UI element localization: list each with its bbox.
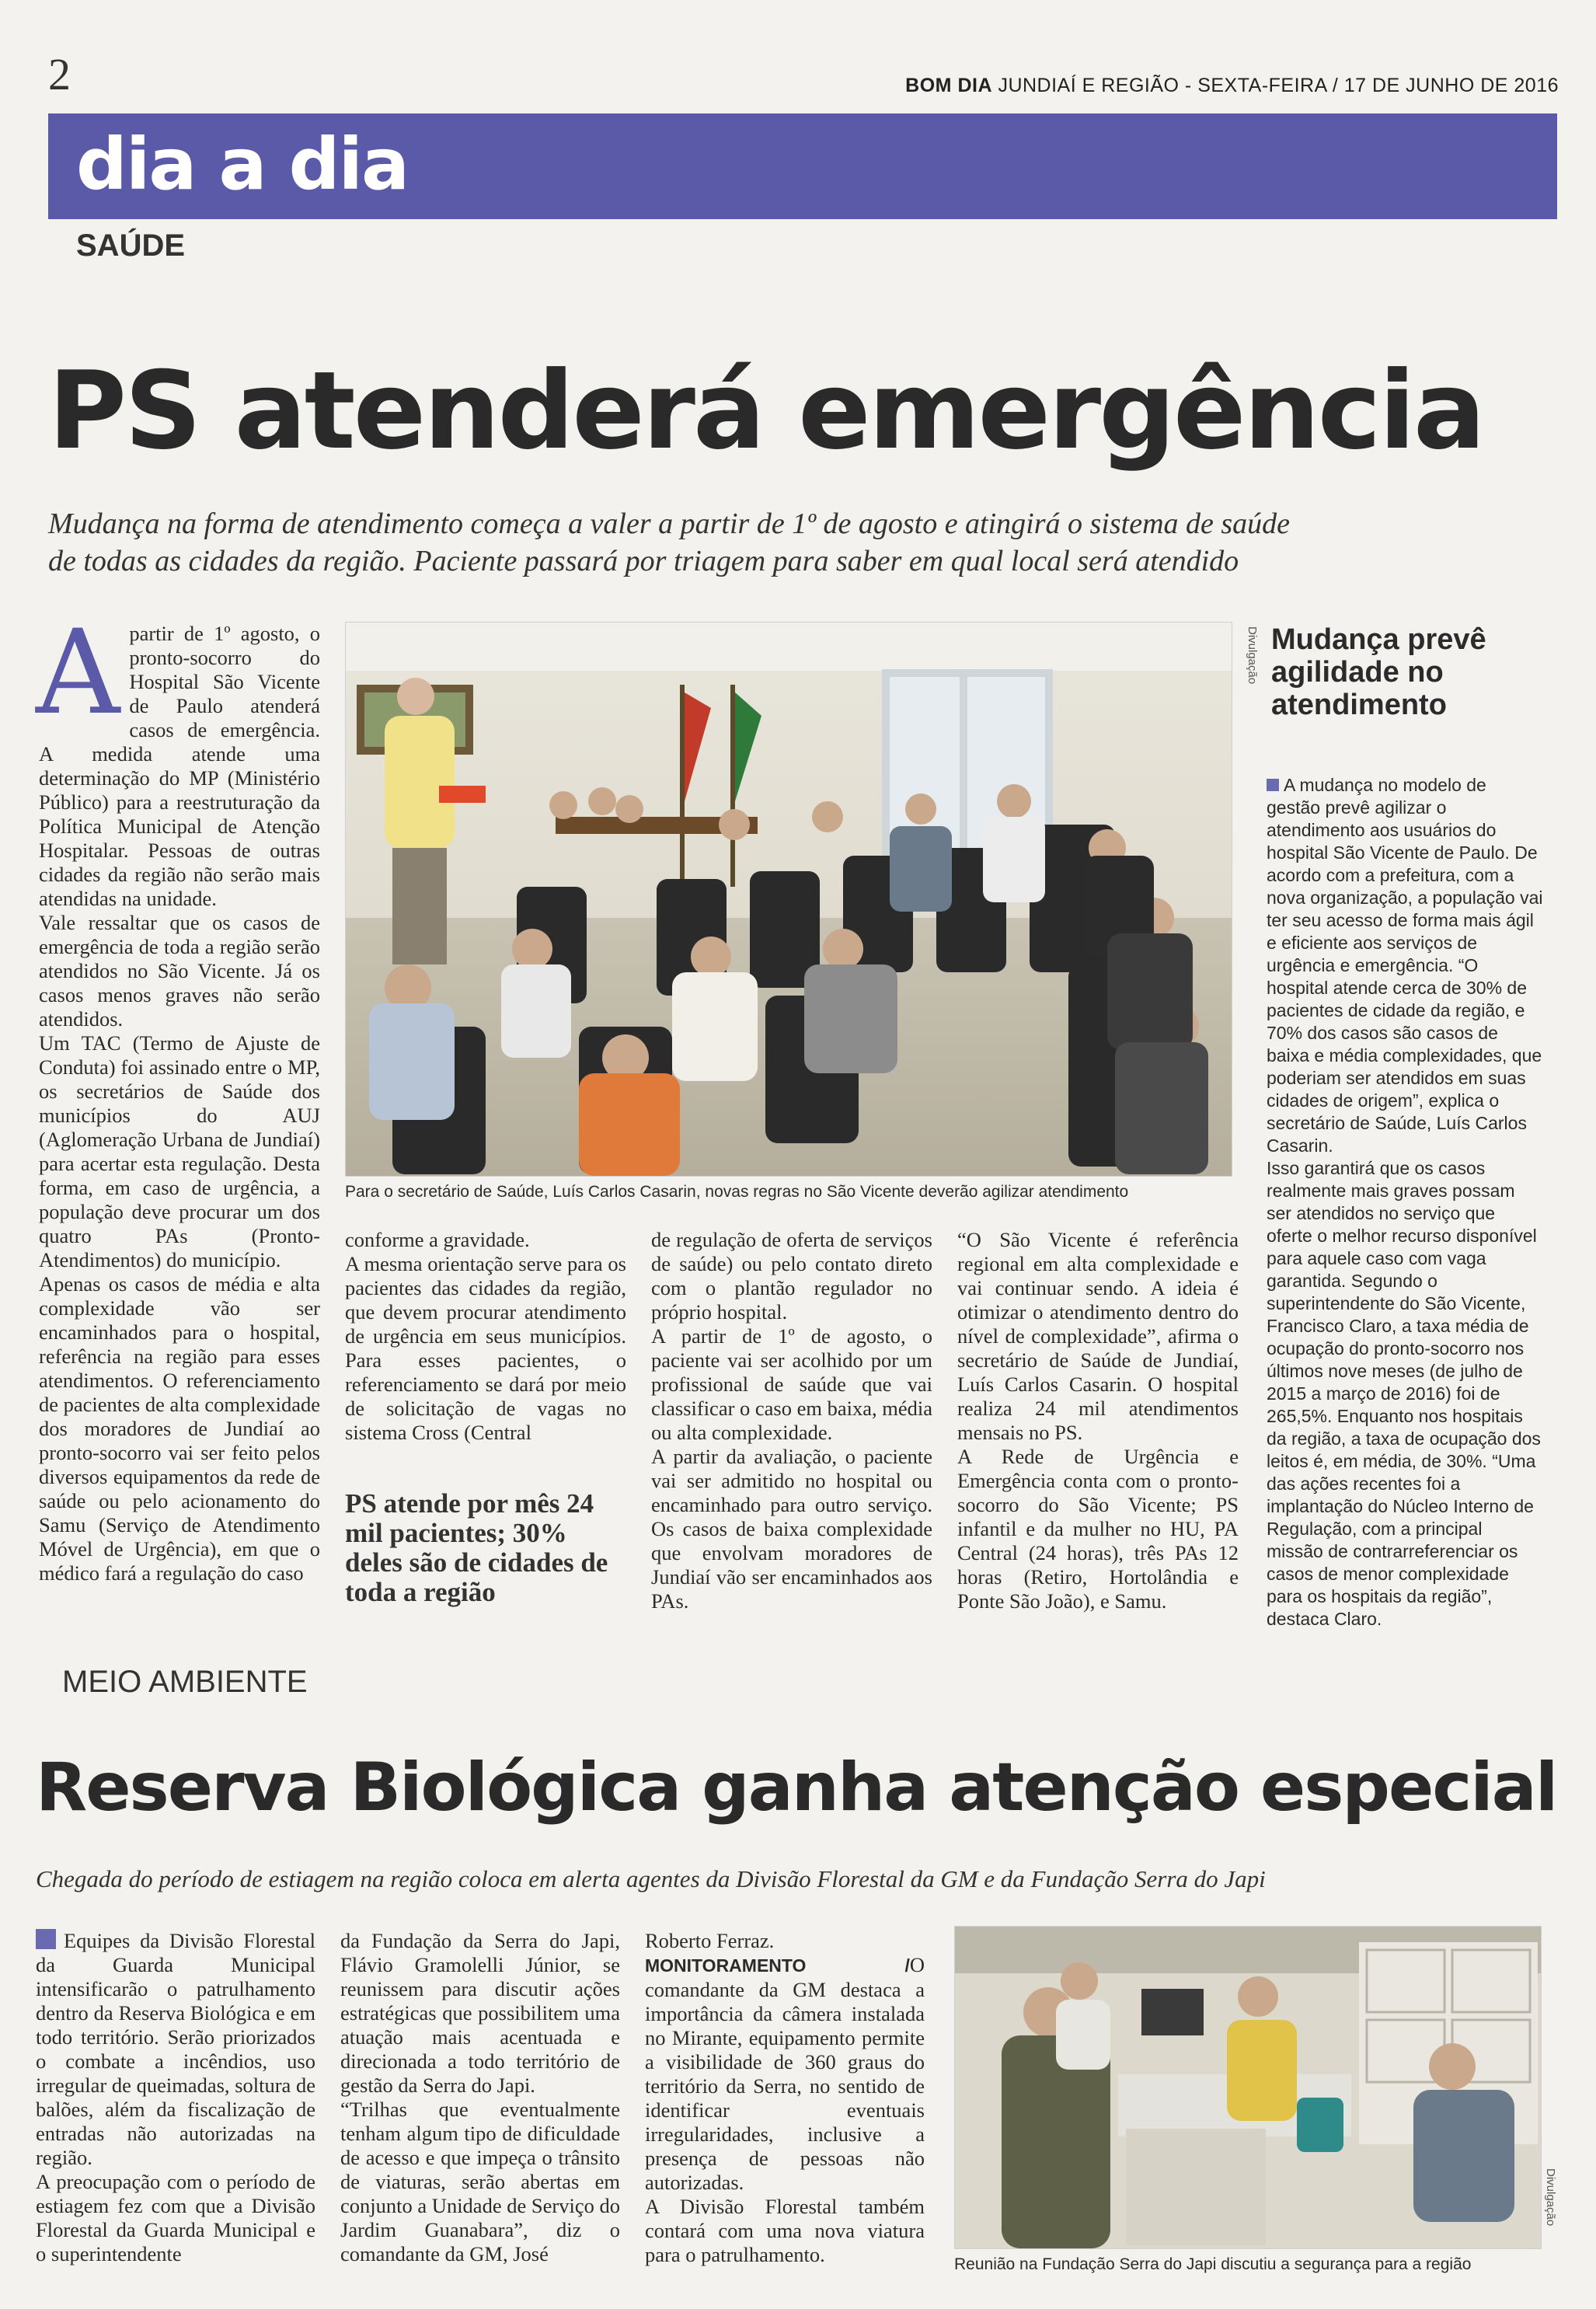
story1-col1-p4: Apenas os casos de média e alta complexidade vão ser encaminhados para o hospital, referência na região para esses atendimentos. O referenciamento de pacientes de alta complexidade dos moradores de Jundiaí ao pronto-socorro vai ser feito pelos diversos equipamentos da rede de saúde ou pelo acionamento do Samu (Serviço de Atendimento Móvel de Urgência), em que o médico fará a regulação do caso [39, 1272, 320, 1585]
sidebar-p1-text: A mudança no modelo de gestão prevê agilizar o atendimento aos usuários do hospital São Vicente de Paulo. De acordo com a prefeitura, com a nova organização, a população vai ter seu acesso de forma mais ágil e eficiente aos serviços de urgência e emergência. “O hospital atende cerca de 30% de pacientes de cidade da região, e 70% dos casos são casos de baixa e média complexidades, que poderiam ser atendidos em suas cidades de origem”, explica o secretário de Saúde, Luís Carlos Casarin. [1267, 775, 1543, 1156]
story2-col1-p2: A preocupação com o período de estiagem fez com que a Divisão Florestal da Guarda Municipal e o superintendente [36, 2170, 315, 2265]
story1-deck [48, 505, 1290, 580]
story1-col1-p1: partir de 1º agosto, o pronto-socorro do Hospital São Vicente de Paulo atenderá casos de emergência. A medida atende uma determinação do MP (Ministério Público) para a reestruturação da Política Municipal de Atenção Hospitalar. Pessoas de outras cidades da região não serão mais atendidas na unidade. [39, 622, 320, 910]
story1-column-2 [345, 1228, 626, 1445]
story1-column-3 [651, 1228, 932, 1613]
page-number: 2 [48, 49, 71, 99]
story2-column-3 [645, 1929, 925, 2267]
story2-headline: Reserva Biológica ganha atenção especial [36, 1749, 1557, 1826]
masthead-date: JUNDIAÍ E REGIÃO - SEXTA-FEIRA / 17 DE JUNHO DE 2016 [998, 75, 1559, 96]
story2-col3-p2-text: O comandante da GM destaca a importância da câmera instalada no Mirante, equipamento permite a visibilidade de 360 graus do território da Serra, no sentido de identificar eventuais irregularidades, inclusive a presença de pessoas não autorizadas. [645, 1953, 925, 2194]
story2-col1-p1 [36, 1929, 315, 2170]
story1-col3-p2: A partir de 1º de agosto, o paciente vai ser acolhido por um profissional de saúde que vai classificar o caso em baixa, média ou alta complexidade. [651, 1324, 933, 1444]
bullet-square-icon [1267, 779, 1279, 791]
story2-col3-p1: Roberto Ferraz. [645, 1929, 775, 1952]
story2-photo [954, 1926, 1542, 2249]
story1-col3-p3: A partir da avaliação, o paciente vai ser admitido no hospital ou encaminhado para outro serviço. Os casos de baixa complexidade que envolvam moradores de Jundiaí vão ser encaminhados aos PAs. [651, 1445, 932, 1613]
story1-deck-line1: Mudança na forma de atendimento começa a valer a partir de 1º de agosto e atingirá o sistema de saúde [48, 507, 1291, 540]
meeting-photo [346, 623, 1232, 1176]
sidebar-headline: Mudança prevê agilidade no atendimento [1271, 623, 1486, 721]
story2-deck: Chegada do período de estiagem na região coloca em alerta agentes da Divisão Florestal da GM e da Fundação Serra do Japi [36, 1865, 1266, 1892]
masthead-brand: BOM DIA [905, 75, 992, 96]
sidebar-p2: Isso garantirá que os casos realmente mais graves possam ser atendidos no serviço que oferte o melhor recurso disponível para aquele caso com vaga garantida. Segundo o superintendente do São Vicente, Francisco Claro, a taxa média de ocupação do pronto-socorro nos últimos nove meses (de julho de 2015 a março de 2016) foi de 265,5%. Enquanto nos hospitais da região, a taxa de ocupação dos leitos é, em média, de 30%. “Uma das ações recentes foi a implantação do Núcleo Interno de Regulação, com a principal missão de contrarreferenciar os casos de menor complexidade para os hospitais da região”, destaca Claro. [1267, 1158, 1541, 1629]
section-kicker: SAÚDE [76, 228, 186, 263]
story2-column-2 [340, 1929, 620, 2266]
story2-kicker: MEIO AMBIENTE [62, 1665, 308, 1699]
story2-col2-p1: da Fundação da Serra do Japi, Flávio Gramolelli Júnior, se reunissem para discutir ações estratégicas que possibilitem uma atuação mais acentuada e direcionada a todo território de gestão da Serra do Japi. [340, 1929, 620, 2097]
story1-col1-p3: Um TAC (Termo de Ajuste de Conduta) foi assinado entre o MP, os secretários de Saúde dos municípios do AUJ (Aglomeração Urbana de Jundiaí) para acertar esta regulação. Desta forma, em caso de urgência, a população deve procurar um dos quatro PAs (Pronto-Atendimentos) do município. [39, 1031, 320, 1271]
story1-photo-caption: Para o secretário de Saúde, Luís Carlos Casarin, novas regras no São Vicente deverão agilizar atendimento [345, 1183, 1129, 1201]
story1-col1-p2: Vale ressaltar que os casos de emergência de toda a região serão atendidos no São Vicente. Já os casos menos graves não serão atendidos. [39, 911, 320, 1031]
story2-col1-p1-text: Equipes da Divisão Florestal da Guarda Municipal intensificarão o patrulhamento dentro da Reserva Biológica e em todo território. Serão priorizados o combate a incêndios, uso irregular de queimadas, soltura de balões, além da fiscalização de entradas não autorizadas na região. [36, 1929, 315, 2169]
bullet-square-icon [36, 1929, 56, 1949]
story1-photo [345, 622, 1232, 1177]
section-title: dia a dia [76, 123, 409, 206]
section-bar [48, 113, 1557, 219]
story2-photo-caption: Reunião na Fundação Serra do Japi discutiu a segurança para a região [954, 2255, 1472, 2273]
story1-col2-p2: A mesma orientação serve para os pacientes das cidades da região, que devem procurar atendimento de urgência em seus municípios. Para esses pacientes, o referenciamento se dará por meio de solicitação de vagas no sistema Cross (Central [345, 1252, 626, 1444]
story1-deck-line2: de todas as cidades da região. Paciente passará por triagem para saber em qual local será atendido [48, 545, 1239, 577]
story1-col3-p1: de regulação de oferta de serviços de saúde) ou pelo contato direto com o plantão regulador no próprio hospital. [651, 1228, 932, 1324]
story1-col4-p1: “O São Vicente é referência regional em alta complexidade e vai continuar sendo. A ideia é otimizar o atendimento dentro do nível de complexidade”, afirma o secretário de Saúde de Jundiaí, Luís Carlos Casarin. O hospital realiza 24 mil atendimentos mensais no PS. [957, 1228, 1239, 1444]
story1-pull-quote: PS atende por mês 24 mil pacientes; 30% deles são de cidades de toda a região [345, 1488, 608, 1607]
sidebar-p1 [1267, 774, 1543, 1157]
story1-column-4 [957, 1228, 1239, 1613]
meeting-room-photo [955, 1927, 1541, 2248]
story2-column-1 [36, 1929, 315, 2266]
story1-photo-credit: Divulgação [1246, 626, 1259, 685]
story1-col4-p2: A Rede de Urgência e Emergência conta com o pronto-socorro do São Vicente; PS infantil e da mulher no HU, PA Central (24 horas), três PAs 12 horas (Retiro, Hortolândia e Ponte São João), e Samu. [957, 1445, 1239, 1613]
masthead [905, 75, 1559, 97]
story2-photo-credit: Divulgação [1544, 2168, 1557, 2227]
dropcap: A [36, 605, 120, 741]
story1-col2-p1: conforme a gravidade. [345, 1228, 530, 1251]
story1-headline: PS atenderá emergência [48, 348, 1483, 473]
story2-col2-p2: “Trilhas que eventualmente tenham algum tipo de dificuldade de acesso e que impeça o trânsito de viaturas, serão abertas em conjunto a Unidade de Serviço do Jardim Guanabara”, diz o comandante da GM, José [340, 2098, 620, 2265]
sidebar-body [1267, 774, 1543, 1631]
monitoramento-lead: MONITORAMENTO / [645, 1955, 910, 1976]
story2-col3-p3: A Divisão Florestal também contará com uma nova viatura para o patrulhamento. [645, 2195, 925, 2266]
story2-col3-p2 [645, 1953, 925, 2195]
story1-column-1 [36, 605, 320, 1585]
